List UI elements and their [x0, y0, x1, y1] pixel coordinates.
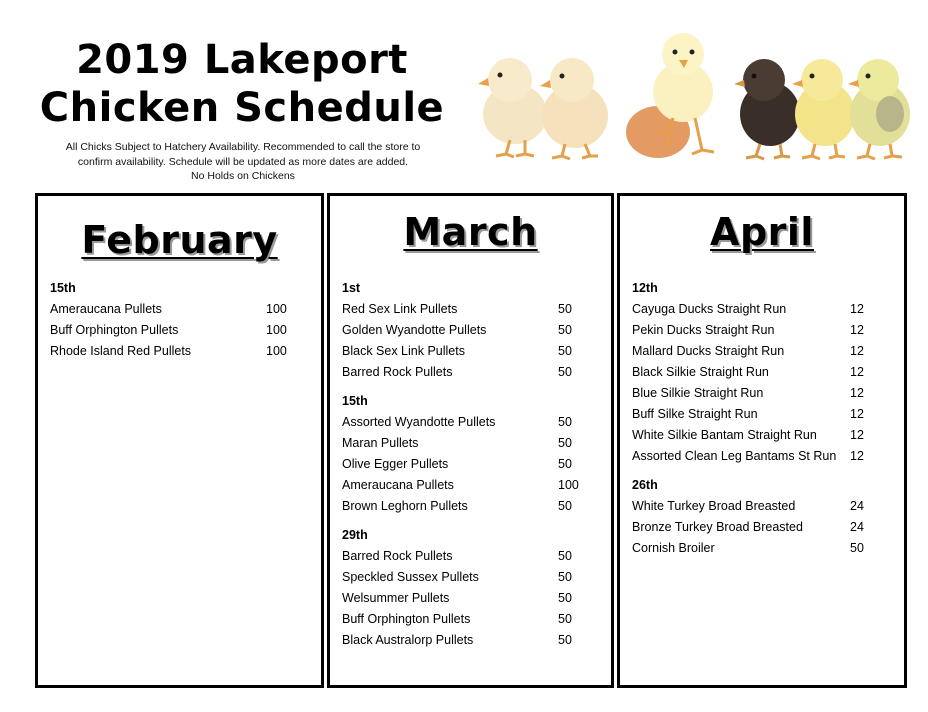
- item-name: Red Sex Link Pullets: [342, 302, 458, 316]
- item-name: Barred Rock Pullets: [342, 365, 453, 379]
- item-name: Ameraucana Pullets: [50, 302, 162, 316]
- date-heading: 15th: [342, 394, 368, 408]
- item-name: Assorted Clean Leg Bantams St Run: [632, 449, 837, 463]
- group-gap: [342, 517, 611, 525]
- group-gap: [632, 467, 904, 475]
- item-qty: 100: [558, 478, 579, 492]
- list-item: [342, 412, 611, 433]
- page-title: [22, 36, 462, 132]
- date-heading: 1st: [342, 281, 361, 295]
- item-qty: 12: [850, 323, 864, 337]
- subtitle-line-2: confirm availability. Schedule will be updated as more dates are added.: [77, 155, 409, 168]
- list-item: [342, 475, 611, 496]
- list-item: [342, 567, 611, 588]
- item-name: White Silkie Bantam Straight Run: [632, 428, 817, 442]
- item-name: Pekin Ducks Straight Run: [632, 323, 775, 337]
- list-item: [632, 320, 904, 341]
- item-name: Rhode Island Red Pullets: [50, 344, 192, 358]
- list-item: [50, 341, 321, 362]
- item-qty: 50: [558, 499, 572, 513]
- item-qty: 50: [850, 541, 864, 555]
- chicks-image: [470, 22, 914, 172]
- list-item: [342, 630, 611, 651]
- item-name: Barred Rock Pullets: [342, 549, 453, 563]
- item-name: Black Sex Link Pullets: [342, 344, 465, 358]
- list-item: [50, 299, 321, 320]
- chick-2: [540, 58, 608, 159]
- item-qty: 24: [850, 520, 864, 534]
- subtitle: [40, 140, 446, 184]
- list-item: [632, 404, 904, 425]
- item-qty: 100: [266, 323, 287, 337]
- month-content: [632, 278, 904, 559]
- item-name: Speckled Sussex Pullets: [342, 570, 479, 584]
- item-name: Black Silkie Straight Run: [632, 365, 769, 379]
- list-item: [632, 538, 904, 559]
- item-name: Brown Leghorn Pullets: [342, 499, 468, 513]
- item-qty: 50: [558, 591, 572, 605]
- item-name: Buff Silke Straight Run: [632, 407, 758, 421]
- item-qty: 50: [558, 302, 572, 316]
- item-qty: 12: [850, 344, 864, 358]
- item-name: Mallard Ducks Straight Run: [632, 344, 785, 358]
- item-qty: 12: [850, 428, 864, 442]
- item-name: Cornish Broiler: [632, 541, 715, 555]
- month-content: [342, 278, 611, 651]
- list-item: [632, 299, 904, 320]
- item-name: White Turkey Broad Breasted: [632, 499, 796, 513]
- list-item: [342, 320, 611, 341]
- item-name: Buff Orphington Pullets: [342, 612, 471, 626]
- item-name: Cayuga Ducks Straight Run: [632, 302, 787, 316]
- list-item: [342, 299, 611, 320]
- list-item: [342, 546, 611, 567]
- month-column-april: [617, 193, 907, 688]
- list-item: [342, 433, 611, 454]
- month-title: February: [81, 218, 278, 262]
- date-heading: 12th: [632, 281, 658, 295]
- item-name: Maran Pullets: [342, 436, 419, 450]
- chick-4: [734, 59, 800, 159]
- item-qty: 12: [850, 365, 864, 379]
- item-qty: 50: [558, 633, 572, 647]
- title-line-2: Chicken Schedule: [39, 85, 445, 131]
- item-qty: 12: [850, 386, 864, 400]
- list-item: [632, 383, 904, 404]
- chick-1: [478, 58, 547, 157]
- item-name: Buff Orphington Pullets: [50, 323, 179, 337]
- item-name: Blue Silkie Straight Run: [632, 386, 764, 400]
- item-qty: 12: [850, 449, 864, 463]
- list-item: [632, 425, 904, 446]
- date-heading: 29th: [342, 528, 368, 542]
- list-item: [50, 320, 321, 341]
- item-qty: 100: [266, 302, 287, 316]
- item-qty: 100: [266, 344, 287, 358]
- item-name: Bronze Turkey Broad Breasted: [632, 520, 803, 534]
- item-name: Welsummer Pullets: [342, 591, 450, 605]
- schedule-columns: [35, 193, 907, 688]
- item-qty: 24: [850, 499, 864, 513]
- group-gap: [342, 383, 611, 391]
- subtitle-line-3: No Holds on Chickens: [191, 170, 295, 182]
- month-content: [50, 278, 321, 362]
- title-line-1: 2019 Lakeport: [76, 37, 408, 83]
- list-item: [632, 446, 904, 467]
- month-column-march: [327, 193, 614, 688]
- item-name: Black Australorp Pullets: [342, 633, 474, 647]
- chick-6: [848, 59, 910, 159]
- month-title: April: [710, 210, 814, 254]
- item-name: Ameraucana Pullets: [342, 478, 454, 492]
- chick-5: [792, 59, 855, 159]
- item-qty: 50: [558, 415, 572, 429]
- item-qty: 50: [558, 323, 572, 337]
- item-qty: 50: [558, 549, 572, 563]
- item-qty: 50: [558, 344, 572, 358]
- item-qty: 50: [558, 570, 572, 584]
- item-name: Olive Egger Pullets: [342, 457, 449, 471]
- list-item: [632, 341, 904, 362]
- month-column-february: [35, 193, 324, 688]
- date-heading: 15th: [50, 281, 76, 295]
- item-qty: 50: [558, 612, 572, 626]
- item-qty: 50: [558, 365, 572, 379]
- list-item: [342, 609, 611, 630]
- list-item: [342, 496, 611, 517]
- list-item: [342, 454, 611, 475]
- item-name: Assorted Wyandotte Pullets: [342, 415, 496, 429]
- month-title: March: [403, 210, 538, 254]
- item-name: Golden Wyandotte Pullets: [342, 323, 487, 337]
- list-item: [342, 362, 611, 383]
- list-item: [342, 341, 611, 362]
- item-qty: 50: [558, 436, 572, 450]
- list-item: [632, 362, 904, 383]
- date-heading: 26th: [632, 478, 658, 492]
- item-qty: 12: [850, 407, 864, 421]
- list-item: [342, 588, 611, 609]
- subtitle-line-1: All Chicks Subject to Hatchery Availability. Recommended to call the store to: [65, 141, 421, 153]
- list-item: [632, 496, 904, 517]
- list-item: [632, 517, 904, 538]
- item-qty: 50: [558, 457, 572, 471]
- item-qty: 12: [850, 302, 864, 316]
